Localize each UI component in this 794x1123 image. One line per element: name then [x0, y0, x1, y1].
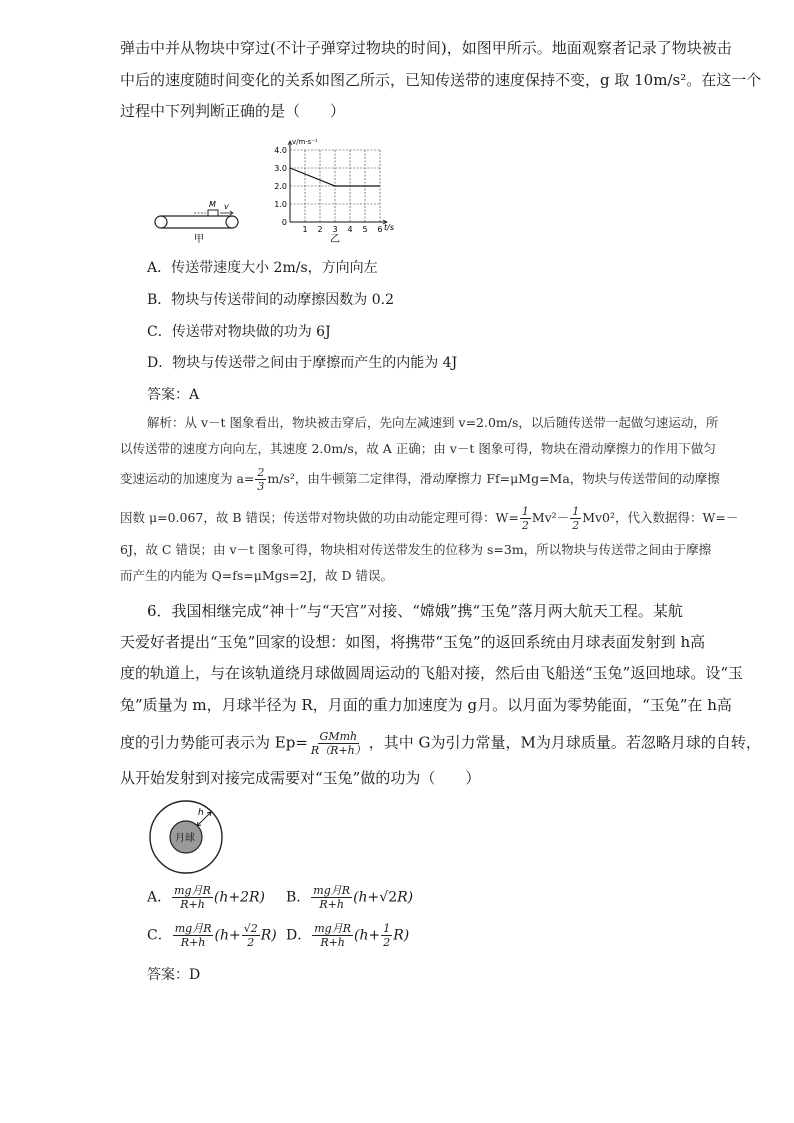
y-tick-label: 1.0 [274, 200, 287, 209]
analysis-line-2: 以传送带的速度方向向左，其速度 2.0m/s，故 A 正确；由 v－t 图象可得，物块在滑动摩擦力的作用下做匀 [120, 441, 716, 456]
x-tick-label: 4 [347, 225, 353, 234]
q5-option-a: A．传送带速度大小 2m/s，方向向左 [147, 260, 378, 276]
x-tick-label: 1 [302, 225, 308, 234]
q6-option-c: C． $\frac{\text{mg月R}}{R+h}$ (h+ $\frac{√2}{2}$ R) [147, 922, 277, 949]
q6-line-5: 度的引力势能可表示为 Ep= $\frac{\text{GMmh}}{R(R+h)}$ ，其中 G为引力常量，M为月球质量。若忽略月球的自转， [120, 730, 761, 757]
block-label: M [209, 200, 216, 209]
y-tick-label: 4.0 [274, 146, 287, 155]
q5-option-b: B．物块与传送带间的动摩擦因数为 0.2 [147, 292, 395, 308]
analysis-line-4: 因数 μ=0.067，故 B 错误；传送带对物块做的功由动能定理可得：W= $\frac{1}{2}$ Mv²－ $\frac{1}{2}$ Mv0²，代入数据得：W=－ [120, 505, 739, 532]
x-axis-title: t/s [384, 223, 394, 232]
q6-line-4: 兔”质量为 m，月球半径为 R，月面的重力加速度为 g月。以月面为零势能面，“玉兔”在 h高 [120, 696, 732, 714]
fraction-half-1: $\frac{1}{2}$ [521, 505, 529, 532]
q5-option-d: D．物块与传送带之间由于摩擦而产生的内能为 4J [147, 355, 458, 371]
fraction-two-thirds: $\frac{2}{3}$ [257, 466, 265, 493]
right-roller [226, 216, 238, 228]
intro-line-1: 弹击中并从物块中穿过(不计子弹穿过物块的时间)，如图甲所示。地面观察者记录了物块被击 [120, 39, 732, 57]
moon-orbit-figure [148, 798, 226, 876]
analysis-line-5: 6J，故 C 错误；由 v－t 图象可得，物块相对传送带发生的位移为 s=3m，所以物块与传送带之间由于摩擦 [120, 542, 712, 557]
h-label: h [198, 808, 204, 818]
y-tick-label: 3.0 [274, 164, 287, 173]
moon-label: 月球 [175, 833, 195, 844]
q5-option-c: C．传送带对物块做的功为 6J [147, 324, 331, 340]
block-m [208, 210, 218, 216]
q6-option-b: B． $\frac{\text{mg月R}}{R+h}$ (h+√2R) [286, 884, 414, 911]
left-roller [155, 216, 167, 228]
figure-caption-yi: 乙 [330, 234, 340, 245]
q6-option-d: D． $\frac{\text{mg月R}}{R+h}$ (h+ $\frac{1}{2}$ R) [286, 922, 410, 949]
y-axis-title: v/m·s⁻¹ [292, 138, 318, 146]
intro-line-3: 过程中下列判断正确的是（ ） [120, 102, 346, 120]
figure-caption-jia: 甲 [194, 234, 204, 244]
conveyor-belt-figure [152, 194, 242, 244]
potential-energy-fraction: $\frac{\text{GMmh}}{R(R+h)}$ [310, 730, 366, 757]
analysis-line-3: 变速运动的加速度为 a= $\frac{2}{3}$ m/s²，由牛顿第二定律得，滑动摩擦力 Ff=μMg=Ma，物块与传送带间的动摩擦 [120, 466, 720, 493]
vt-graph [262, 134, 394, 246]
x-tick-label: 3 [332, 225, 338, 234]
q6-line-3: 度的轨道上，与在该轨道绕月球做圆周运动的飞船对接，然后由飞船送“玉兔”返回地球。设“玉 [120, 664, 744, 682]
analysis-line-6: 而产生的内能为 Q=fs=μMgs=2J，故 D 错误。 [120, 568, 393, 583]
analysis-line-1: 解析：从 v－t 图象看出，物块被击穿后，先向左减速到 v=2.0m/s，以后随传送带一起做匀速运动，所 [147, 415, 719, 430]
x-tick-label: 2 [317, 225, 323, 234]
intro-line-2: 中后的速度随时间变化的关系如图乙所示，已知传送带的速度保持不变，g 取 10m/s²。在这一个 [120, 71, 762, 89]
x-tick-label: 5 [362, 225, 368, 234]
q5-answer: 答案：A [147, 387, 200, 403]
y-tick-label: 0 [281, 218, 287, 227]
velocity-label: v [224, 202, 229, 211]
x-tick-label: 6 [377, 225, 383, 234]
q6-answer: 答案：D [147, 967, 201, 983]
q6-line-6: 从开始发射到对接完成需要对“玉兔”做的功为（ ） [120, 769, 481, 787]
q6-line-1: 6．我国相继完成“神十”与“天宫”对接、“嫦娥”携“玉兔”落月两大航天工程。某航 [147, 602, 683, 620]
fraction-half-2: $\frac{1}{2}$ [572, 505, 580, 532]
q6-option-a: A． $\frac{\text{mg月R}}{R+h}$ (h+2R) [147, 884, 266, 911]
q6-line-2: 天爱好者提出“玉兔”回家的设想：如图，将携带“玉兔”的返回系统由月球表面发射到 h高 [120, 633, 706, 651]
y-tick-label: 2.0 [274, 182, 287, 191]
